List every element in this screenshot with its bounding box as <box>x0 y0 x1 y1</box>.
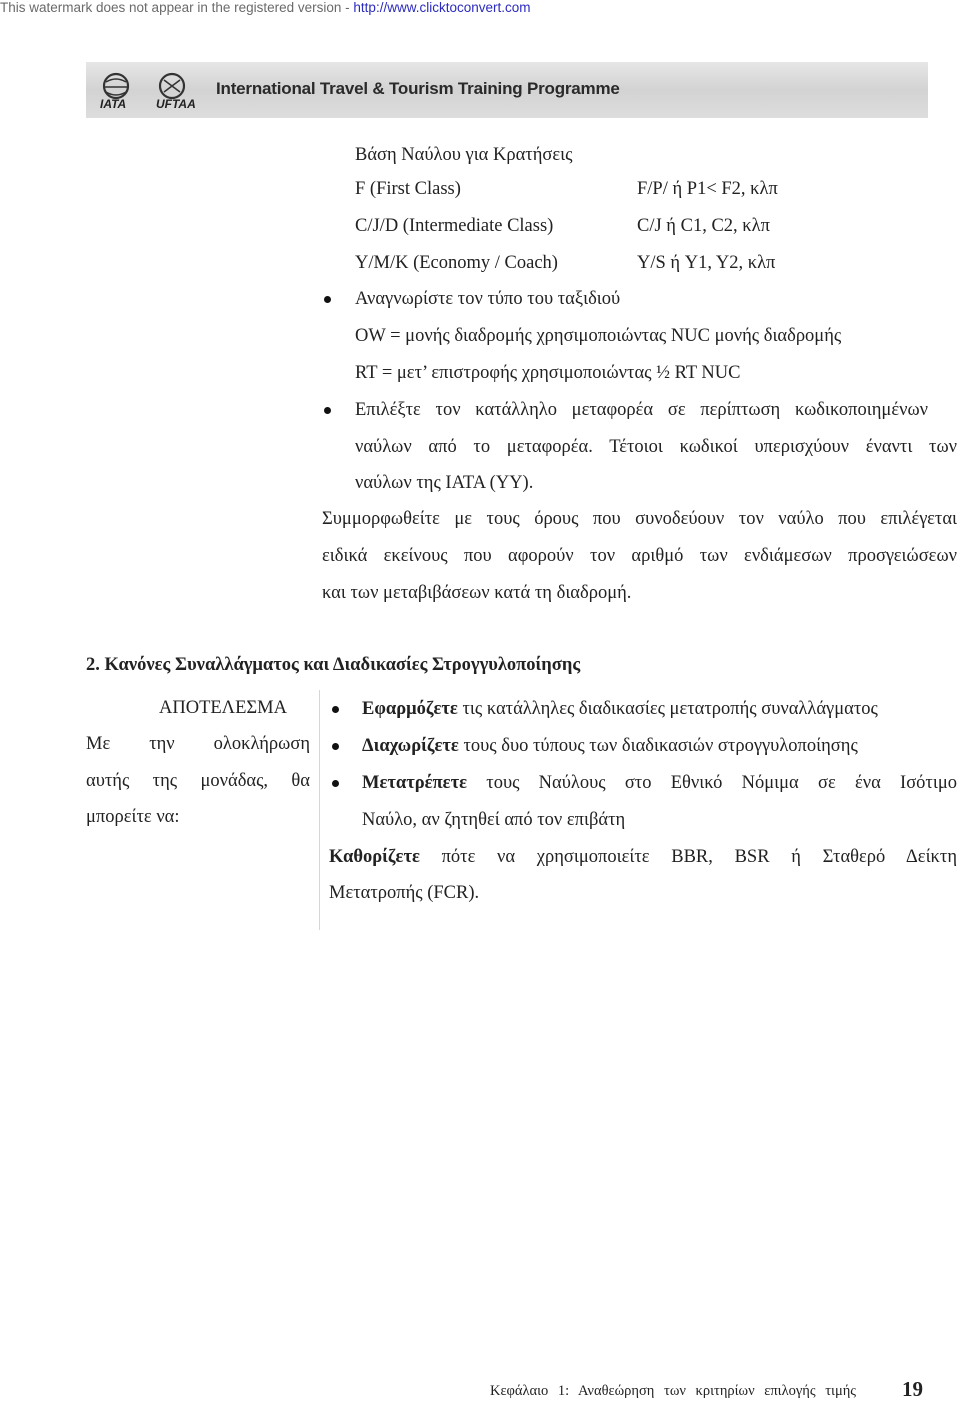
outcome-heading: ΑΠΟΤΕΛΕΣΜΑ <box>159 698 287 718</box>
logo-uftaa-text: UFTAA <box>156 97 196 110</box>
bullet-icon <box>324 407 331 414</box>
paragraph-line-2: ειδικά εκείνους που αφορούν τον αριθμό των ενδιάμεσων προσγειώσεων <box>322 546 957 566</box>
objective-4-text: πότε να χρησιμοποιείτε BBR, BSR ή Σταθερό Δείκτη <box>419 847 957 867</box>
objective-3 <box>362 772 957 794</box>
objective-2 <box>362 735 858 757</box>
carrier-line-2: ναύλων από το μεταφορέα. Τέτοιοι κωδικοί υπερισχύουν έναντι των <box>355 437 957 457</box>
ow-line: OW = μονής διαδρομής χρησιμοποιώντας NUC μονής διαδρομής <box>355 326 842 346</box>
outcome-line-2: αυτής της μονάδας, θα <box>86 771 310 791</box>
watermark-text: This watermark does not appear in the registered version - <box>0 0 354 15</box>
paragraph-line-1: Συμμορφωθείτε με τους όρους που συνοδεύουν τον ναύλο που επιλέγεται <box>322 509 957 529</box>
fare-basis-heading: Βάση Ναύλου για Κρατήσεις <box>355 145 573 165</box>
footer-chapter: Κεφάλαιο 1: Αναθεώρηση των κριτηρίων επιλογής τιμής <box>490 1383 857 1399</box>
logo-iata-text: IATA <box>100 97 127 110</box>
carrier-line-3: ναύλων της IATA (YY). <box>355 473 534 493</box>
page-number: 19 <box>902 1377 923 1401</box>
paragraph-line-3: και των μεταβιβάσεων κατά τη διαδρομή. <box>322 583 632 603</box>
objective-3-continued: Ναύλο, αν ζητηθεί από τον επιβάτη <box>362 810 626 830</box>
bullet-icon <box>324 296 331 303</box>
objective-3-verb: Μετατρέπετε <box>362 773 468 793</box>
fare-class-economy: Y/M/K (Economy / Coach) <box>355 253 558 273</box>
iata-uftaa-logo <box>94 72 212 110</box>
objective-1-verb: Εφαρμόζετε <box>362 699 458 719</box>
fare-class-first: F (First Class) <box>355 179 461 199</box>
objective-4-continued: Μετατροπής (FCR). <box>329 883 480 903</box>
rt-line: RT = μετ’ επιστροφής χρησιμοποιώντας ½ RT NUC <box>355 363 741 383</box>
objective-4 <box>329 846 957 868</box>
objective-1 <box>362 698 878 720</box>
objective-4-verb: Καθορίζετε <box>329 847 420 867</box>
fare-codes-intermediate: C/J ή C1, C2, κλπ <box>637 216 770 236</box>
section-title: 2. Κανόνες Συναλλάγματος και Διαδικασίες Στρογγυλοποίησης <box>86 655 581 675</box>
outcome-line-1: Με την ολοκλήρωση <box>86 734 310 754</box>
column-divider <box>319 690 320 930</box>
outcome-line-3: μπορείτε να: <box>86 807 180 827</box>
bullet-icon <box>332 706 339 713</box>
trip-type-bullet: Αναγνωρίστε τον τύπο του ταξιδιού <box>355 289 621 309</box>
objective-2-text: τους δυο τύπους των διαδικασιών στρογγυλοποίησης <box>458 736 858 756</box>
fare-class-intermediate: C/J/D (Intermediate Class) <box>355 216 554 236</box>
objective-1-text: τις κατάλληλες διαδικασίες μετατροπής συναλλάγματος <box>457 699 878 719</box>
fare-codes-first: F/P/ ή P1< F2, κλπ <box>637 179 778 199</box>
bullet-icon <box>332 743 339 750</box>
fare-codes-economy: Y/S ή Y1, Y2, κλπ <box>637 253 776 273</box>
objective-3-text: τους Ναύλους στο Εθνικό Νόμιμα σε ένα Ισότιμο <box>467 773 957 793</box>
watermark-link[interactable]: http://www.clicktoconvert.com <box>353 0 531 15</box>
bullet-icon <box>332 780 339 787</box>
watermark-banner <box>0 0 530 18</box>
header-banner <box>86 62 928 118</box>
objective-2-verb: Διαχωρίζετε <box>362 736 459 756</box>
carrier-line-1: Επιλέξτε τον κατάλληλο μεταφορέα σε περίπτωση κωδικοποιημένων <box>355 400 928 420</box>
banner-title: International Travel & Tourism Training Programme <box>216 79 620 98</box>
